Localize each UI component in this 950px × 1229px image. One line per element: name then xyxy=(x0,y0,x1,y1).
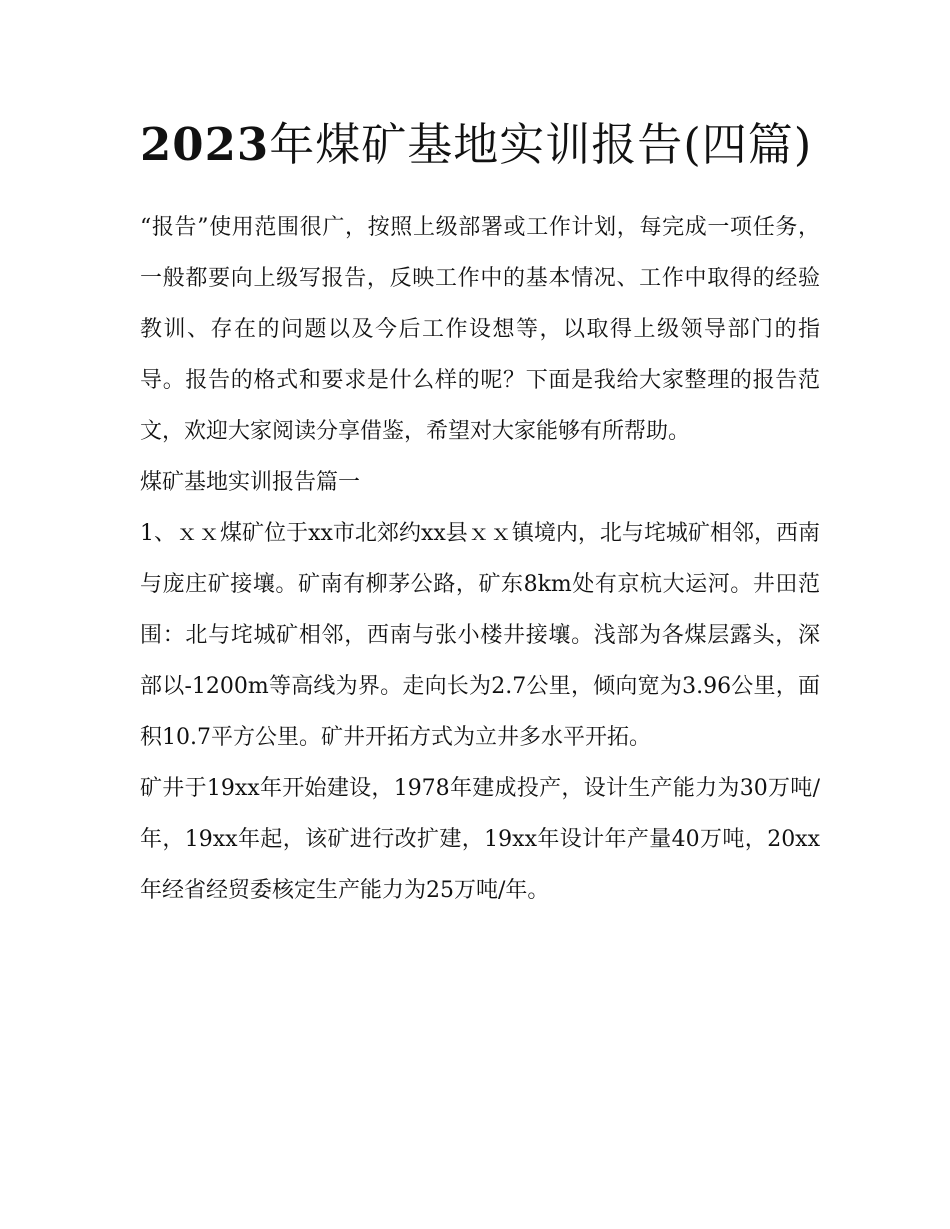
intro-paragraph: “报告”使用范围很广，按照上级部署或工作计划，每完成一项任务，一般都要向上级写报告，反映工作中的基本情况、工作中取得的经验教训、存在的问题以及今后工作设想等，以取得上级领导部门的指导。报告的格式和要求是什么样的呢？下面是我给大家整理的报告范文，欢迎大家阅读分享借鉴，希望对大家能够有所帮助。 xyxy=(140,215,820,444)
document-title xyxy=(140,112,820,178)
body-paragraph-2: 矿井于19xx年开始建设，1978年建成投产，设计生产能力为30万吨/年，19xx年起，该矿进行改扩建，19xx年设计年产量40万吨，20xx年经省经贸委核定生产能力为25万吨/年。 xyxy=(140,776,820,903)
section-heading: 煤矿基地实训报告篇一 xyxy=(140,470,361,495)
body-paragraph-1: 1、ｘｘ煤矿位于xx市北郊约xx县ｘｘ镇境内，北与垞城矿相邻，西南与庞庄矿接壤。矿南有柳茅公路，矿东8km处有京杭大运河。井田范围：北与垞城矿相邻，西南与张小楼井接壤。浅部为各煤层露头，深部以-1200m等高线为界。走向长为2.7公里，倾向宽为3.96公里，面积10.7平方公里。矿井开拓方式为立井多水平开拓。 xyxy=(140,521,820,750)
title-text: 年煤矿基地实训报告(四篇) xyxy=(269,118,813,171)
document-body xyxy=(140,202,820,916)
title-year: 2023 xyxy=(140,118,270,171)
document-page xyxy=(140,112,820,916)
